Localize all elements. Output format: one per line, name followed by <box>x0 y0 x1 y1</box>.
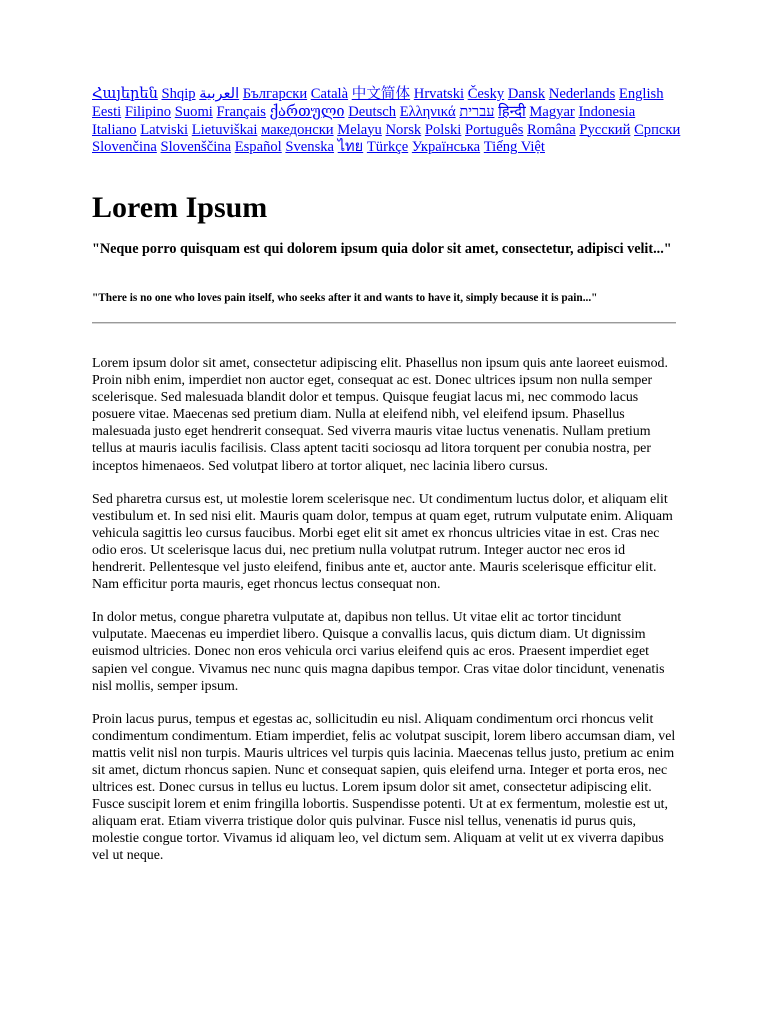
language-link[interactable]: Suomi <box>174 103 213 120</box>
language-link[interactable]: Hrvatski <box>413 86 465 102</box>
content-paragraph: Proin lacus purus, tempus et egestas ac, sollicitudin eu nisl. Aliquam condimentum orci rhoncus velit condimentum condimentum. Etiam imperdiet, felis ac volutpat suscipit, lorem libero accumsan diam, vel mattis velit nisl non turpis. Mauris ultrices vel turpis quis lacinia. Maecenas tellus justo, pretium ac enim sit amet, dictum rhoncus sapien. Nunc et consequat sapien, quis eleifend urna. Integer et porta eros, nec ultrices est. Donec cursus in tellus eu luctus. Lorem ipsum dolor sit amet, consectetur adipiscing elit. Fusce suscipit lorem et enim fringilla lobortis. Suspendisse potenti. Ut at ex fermentum, molestie est ut, aliquam erat. Etiam viverra tristique dolor quis pulvinar. Fusce nisl tellus, venenatis id purus quis, molestie congue tortor. Vivamus id aliquam leo, vel dictum sem. Aliquam at velit ut ex viverra dapibus vel ut neque. <box>92 711 676 864</box>
language-link[interactable]: Türkçe <box>366 139 409 156</box>
language-link[interactable]: ไทย <box>337 139 364 156</box>
language-link[interactable]: Româna <box>527 121 576 138</box>
content-paragraph: In dolor metus, congue pharetra vulputate at, dapibus non tellus. Ut vitae elit ac tortor tincidunt vulputate. Maecenas eu imperdiet libero. Quisque a convallis lacus, quis dictum diam. Ut dignissim euismod ultricies. Donec non eros vehicula orci varius eleifend quis ac eros. Praesent imperdiet eget sapien vel congue. Vivamus nec nunc quis magna dapibus tempor. Cras vitae dolor tincidunt, venenatis nisl mollis, semper ipsum. <box>92 610 665 694</box>
language-link[interactable]: Eesti <box>92 103 122 120</box>
language-link[interactable]: Português <box>465 121 524 138</box>
language-link[interactable]: Norsk <box>385 121 422 138</box>
language-link[interactable]: Latviski <box>140 121 189 138</box>
content-paragraph: Lorem ipsum dolor sit amet, consectetur adipiscing elit. Phasellus non ipsum quis ante laoreet euismod. Proin nibh enim, imperdiet non auctor eget, consequat ac est. Donec ultrices ipsum non nulla semper scelerisque. Sed malesuada blandit dolor et tempus. Quisque feugiat lacus mi, nec commodo lacus posuere vitae. Maecenas sed pretium diam. Nulla at eleifend nibh, vel eleifend ipsum. Phasellus malesuada justo eget hendrerit consequat. Sed viverra mauris vitae luctus venenatis. Nullam pretium tellus at mauris iaculis facilisis. Class aptent taciti sociosqu ad litora torquent per conubia nostra, per inceptos himenaeos. Sed volutpat libero at tortor aliquet, nec lacinia libero cursus. <box>92 356 668 474</box>
language-link[interactable]: עברית <box>459 103 495 120</box>
language-link[interactable]: हिन्दी <box>498 103 526 120</box>
language-link[interactable]: Deutsch <box>348 103 397 120</box>
language-link[interactable]: македонски <box>261 121 334 138</box>
divider <box>92 322 676 324</box>
language-link[interactable]: Česky <box>467 86 505 102</box>
language-link[interactable]: English <box>618 86 664 102</box>
language-link[interactable]: Slovenščina <box>160 139 232 156</box>
language-link[interactable]: Pyccкий <box>579 121 631 138</box>
language-link[interactable]: 中文简体 <box>351 86 411 102</box>
language-link[interactable]: Polski <box>424 121 462 138</box>
language-link[interactable]: Dansk <box>507 86 546 102</box>
language-link[interactable]: Melayu <box>337 121 382 138</box>
language-link[interactable]: Tiếng Việt <box>483 139 545 156</box>
language-link[interactable]: Filipino <box>124 103 172 120</box>
language-link[interactable]: Magyar <box>529 103 575 120</box>
language-link[interactable]: Lietuviškai <box>191 121 258 138</box>
english-quote: "There is no one who loves pain itself, who seeks after it and wants to have it, simply because it is pain..." <box>92 292 598 304</box>
language-link[interactable]: Български <box>242 86 308 102</box>
language-link[interactable]: Nederlands <box>548 86 616 102</box>
language-link[interactable]: العربية <box>199 86 240 102</box>
lorem-content <box>92 355 676 881</box>
language-link[interactable]: Ελληνικά <box>399 103 456 120</box>
language-link[interactable]: Српски <box>634 121 681 138</box>
language-links <box>92 86 682 157</box>
page-title: Lorem Ipsum <box>92 191 268 224</box>
language-link[interactable]: Slovenčina <box>92 139 157 156</box>
language-link[interactable]: Indonesia <box>578 103 636 120</box>
language-link[interactable]: Svenska <box>285 139 335 156</box>
language-link[interactable]: Español <box>234 139 282 156</box>
language-link[interactable]: Українська <box>411 139 481 156</box>
language-link[interactable]: ქართული <box>269 103 345 120</box>
language-link[interactable]: Italiano <box>92 121 137 138</box>
language-link[interactable]: Հայերեն <box>92 86 158 102</box>
language-link[interactable]: Català <box>310 86 349 102</box>
content-paragraph: Sed pharetra cursus est, ut molestie lorem scelerisque nec. Ut condimentum luctus dolor, et aliquam elit vestibulum et. In sed nisi elit. Mauris quam dolor, tempus at quam eget, rutrum vulputate enim. Aliquam vehicula sagittis leo cursus faucibus. Morbi eget elit sit amet ex rhoncus ultricies vitae in est. Cras nec odio eros. Ut scelerisque lacus dui, nec pretium nulla volutpat rutrum. Integer auctor nec eros id hendrerit. Pellentesque vel justo eleifend, finibus ante et, auctor ante. Mauris scelerisque efficitur elit. Nam efficitur porta mauris, eget rhoncus lectus consequat non. <box>92 491 673 593</box>
latin-quote: "Neque porro quisquam est qui dolorem ipsum quia dolor sit amet, consectetur, adipisci velit..." <box>92 241 672 257</box>
language-link[interactable]: Shqip <box>161 86 196 102</box>
language-link[interactable]: Français <box>216 103 266 120</box>
